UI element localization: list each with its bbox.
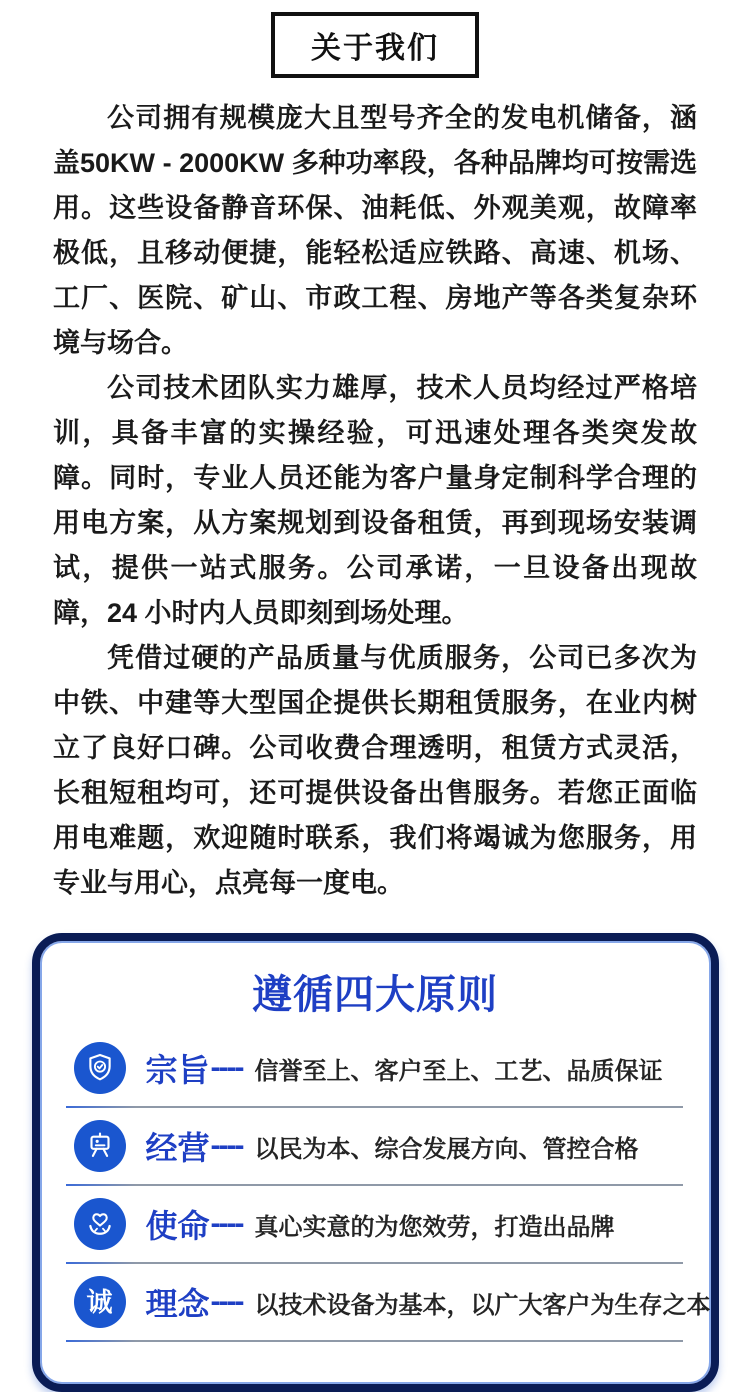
- principle-row-concept: [60, 1264, 711, 1340]
- principles-panel: [32, 933, 719, 1392]
- principle-row-purpose: [60, 1030, 691, 1106]
- principle-desc: 真心实意的为您效劳，打造出品牌: [254, 1213, 615, 1241]
- principle-label: 宗旨: [145, 1052, 210, 1088]
- about-paragraph-1: 公司拥有规模庞大且型号齐全的发电机储备，涵盖50KW - 2000KW 多种功率段，各种品牌均可按需选用。这些设备静音环保、油耗低、外观美观，故障率极低，且移动便捷，能轻松适应铁路、高速、机场、工厂、医院、矿山、市政工程、房地产等各类复杂环境与场合。: [53, 103, 697, 358]
- about-paragraph-3: 凭借过硬的产品质量与优质服务，公司已多次为中铁、中建等大型国企提供长期租赁服务，在业内树立了良好口碑。公司收费合理透明，租赁方式灵活，长租短租均可，还可提供设备出售服务。若您正面临用电难题，欢迎随时联系，我们将竭诚为您服务，用专业与用心，点亮每一度电。: [53, 643, 697, 898]
- signboard-icon: [74, 1120, 126, 1172]
- principles-title: 遵循四大原则: [252, 973, 498, 1017]
- shield-check-icon: [74, 1042, 126, 1094]
- principle-dashes: ----: [210, 1129, 243, 1162]
- about-section: [53, 96, 697, 906]
- badge-cheng-icon: [74, 1276, 126, 1328]
- principle-desc: 信誉至上、客户至上、工艺、品质保证: [254, 1057, 663, 1085]
- page-title: [271, 12, 479, 78]
- principle-label: 经营: [145, 1130, 210, 1166]
- principle-label: 使命: [145, 1208, 210, 1244]
- badge-cheng-text: 诚: [86, 1287, 113, 1317]
- page-title-text: 关于我们: [311, 32, 439, 65]
- principle-row-operation: [60, 1108, 691, 1184]
- heart-hands-icon: [74, 1198, 126, 1250]
- principle-desc: 以技术设备为基本，以广大客户为生存之本: [254, 1291, 711, 1319]
- row-divider: [66, 1340, 683, 1342]
- about-paragraph-2: 公司技术团队实力雄厚，技术人员均经过严格培训，具备丰富的实操经验，可迅速处理各类突发故障。同时，专业人员还能为客户量身定制科学合理的用电方案，从方案规划到设备租赁，再到现场安装调试，提供一站式服务。公司承诺，一旦设备出现故障，24 小时内人员即刻到场处理。: [53, 373, 697, 628]
- principle-dashes: ----: [210, 1285, 243, 1318]
- principle-desc: 以民为本、综合发展方向、管控合格: [254, 1135, 639, 1163]
- principle-dashes: ----: [210, 1051, 243, 1084]
- principle-dashes: ----: [210, 1207, 243, 1240]
- principle-label: 理念: [145, 1286, 210, 1322]
- principle-row-mission: [60, 1186, 691, 1262]
